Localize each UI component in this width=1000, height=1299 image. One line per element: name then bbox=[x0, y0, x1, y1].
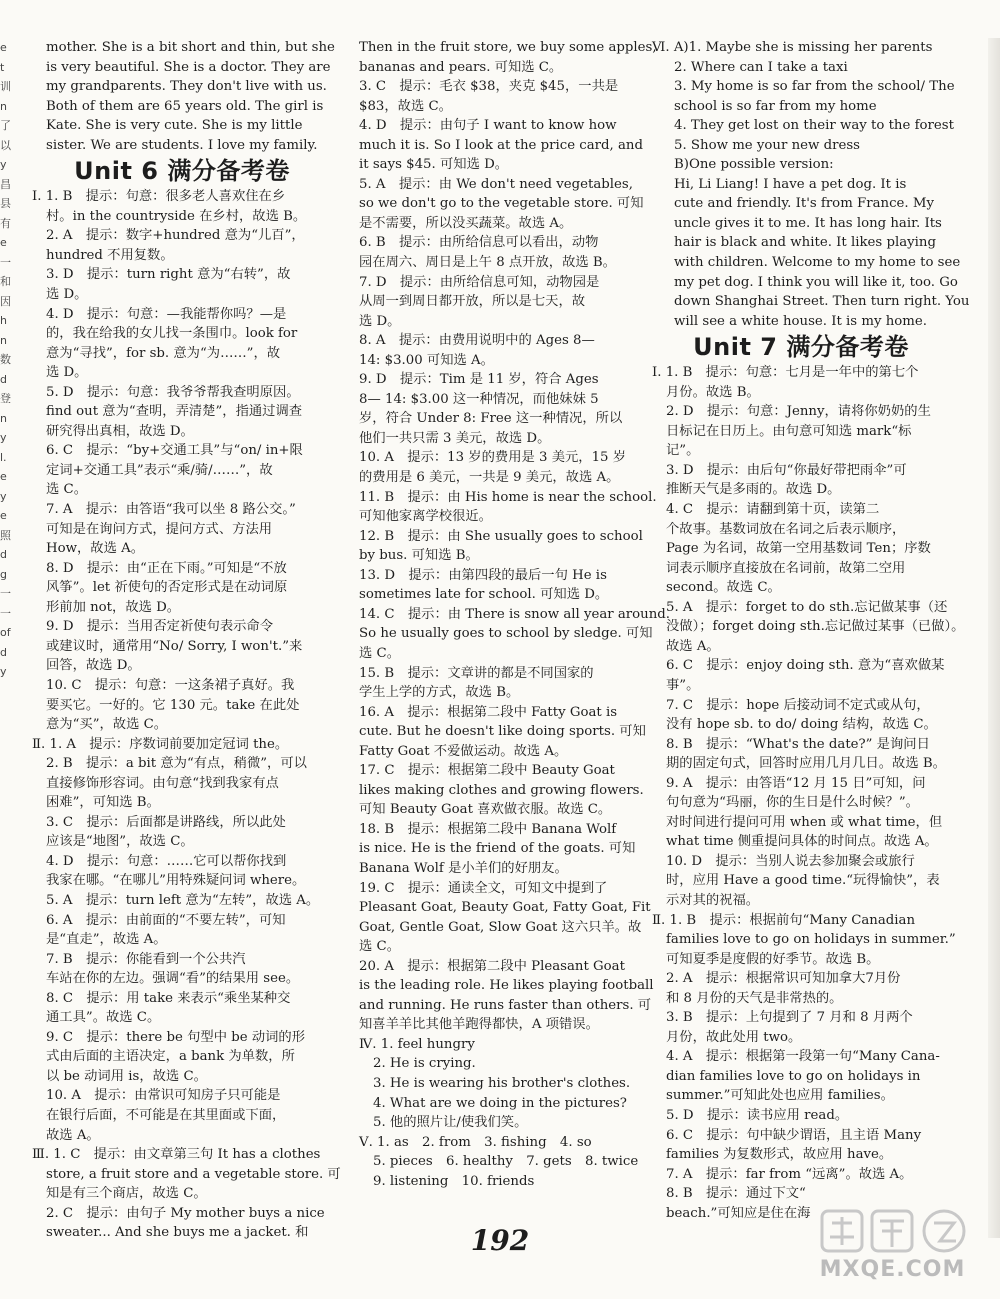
text-line: 事”。 bbox=[666, 677, 700, 693]
unit-heading: Unit 6 满分备考卷 bbox=[74, 157, 290, 186]
text-line: 6. A 提示：由前面的“不要左转”，可知 bbox=[46, 912, 286, 928]
text-line: 故选 A。 bbox=[46, 1127, 100, 1143]
text-line: $83，故选 C。 bbox=[359, 98, 452, 114]
text-line: summer.”可知此处也应用 families。 bbox=[666, 1088, 894, 1104]
text-line: 15. B 提示：文章讲的都是不同国家的 bbox=[359, 665, 594, 681]
margin-fragment: e bbox=[0, 41, 7, 54]
text-line: 岁，符合 Under 8: Free 这一种情况，所以 bbox=[359, 411, 623, 427]
text-line: uncle gives it to me. It has long hair. Its bbox=[674, 215, 942, 231]
text-line: down Shanghai Street. Then turn right. You bbox=[674, 294, 970, 310]
text-line: 5. D 提示：句意：我爷爷帮我查明原因。 bbox=[46, 384, 300, 400]
text-line: 8. D 提示：由“正在下雨。”可知是“不放 bbox=[46, 560, 287, 576]
right-page-edge bbox=[988, 38, 1000, 1238]
text-line: 4. D 提示：句意：……它可以帮你找到 bbox=[46, 853, 287, 869]
text-line: 2. A 提示：根据常识可知加拿大7月份 bbox=[666, 971, 901, 987]
margin-fragment: 因 bbox=[0, 294, 11, 308]
margin-fragment: y bbox=[0, 489, 7, 503]
margin-fragment: 昌 bbox=[0, 177, 11, 191]
text-line: 定词+交通工具”表示“乘/骑/……”，故 bbox=[46, 462, 273, 478]
text-line: mother. She is a bit short and thin, but she bbox=[46, 40, 335, 55]
text-line: 期的固定句式，回答时应用几月几日。故选 B。 bbox=[666, 756, 946, 772]
text-line: 7. A 提示：由答语“我可以坐 8 路公交。” bbox=[46, 502, 296, 518]
text-line: Fatty Goat 不爱做运动。故选 A。 bbox=[359, 743, 568, 759]
text-line: So he usually goes to school by sledge. 可知 bbox=[359, 626, 653, 642]
margin-fragment: 数 bbox=[0, 353, 11, 366]
watermark bbox=[790, 1205, 995, 1293]
text-line: 形前加 not，故选 D。 bbox=[46, 599, 181, 615]
text-line: Page 为名词，故第一空用基数词 Ten；序数 bbox=[666, 541, 931, 557]
text-line: 式由后面的主语决定，a bank 为单数，所 bbox=[46, 1049, 295, 1065]
text-line: 选 C。 bbox=[46, 482, 87, 498]
text-line: 园在周六、周日是上午 8 点开放，故选 B。 bbox=[359, 255, 616, 271]
text-line: 5. A 提示：forget to do sth.忘记做某事（还 bbox=[666, 599, 948, 615]
text-line: 我家在哪。“在哪儿”用特殊疑问词 where。 bbox=[46, 873, 306, 889]
text-line: 11. B 提示：由 His home is near the school. bbox=[359, 489, 657, 505]
text-line: 困难”，可知选 B。 bbox=[46, 795, 160, 811]
text-line: 10. C 提示：句意：一这条裙子真好。我 bbox=[46, 677, 295, 693]
text-line: 月份。故选 B。 bbox=[666, 384, 760, 400]
text-line: 在银行后面，不可能是在其里面或下面， bbox=[46, 1107, 286, 1123]
text-line: 5. 他的照片让/使我们笑。 bbox=[373, 1115, 528, 1131]
margin-fragment: e bbox=[0, 470, 7, 483]
watermark-logo-icon bbox=[818, 1205, 968, 1255]
text-line: 句句意为“玛丽，你的生日是什么时候？”。 bbox=[666, 795, 919, 811]
text-line: 是不需要，所以没买蔬菜。故选 A。 bbox=[359, 215, 573, 231]
text-line: 时，应用 Have a good time.“玩得愉快”，表 bbox=[666, 873, 940, 889]
text-line: my grandparents. They don't live with us. bbox=[46, 79, 327, 95]
text-line: 9. A 提示：由答语“12 月 15 日”可知，问 bbox=[666, 775, 926, 791]
unit-heading: Unit 7 满分备考卷 bbox=[693, 333, 909, 362]
column-right bbox=[652, 38, 970, 1223]
text-line: beach.”可知应是住在海 bbox=[666, 1205, 811, 1221]
text-line: 4. A 提示：根据第一段第一句“Many Cana- bbox=[666, 1049, 940, 1065]
text-line: 从周一到周日都开放，所以是七天，故 bbox=[359, 294, 586, 310]
margin-fragment: n bbox=[0, 333, 7, 347]
text-line: families 为复数形式，故应用 have。 bbox=[666, 1147, 893, 1163]
text-line: 12. B 提示：由 She usually goes to school bbox=[359, 528, 643, 544]
margin-fragment: 县 bbox=[0, 197, 11, 210]
margin-fragment: 以 bbox=[0, 138, 11, 152]
text-line: 2. A 提示：数字+hundred 意为“儿百”， bbox=[46, 228, 305, 244]
text-line: 的，我在给我的女儿找一条围巾。look for bbox=[46, 326, 298, 342]
margin-fragment: 一 bbox=[0, 606, 11, 620]
margin-fragment: y bbox=[0, 158, 7, 171]
text-line: 2. D 提示：句意：Jenny，请将你奶奶的生 bbox=[666, 404, 931, 420]
text-line: 或建议时，通常用“No/ Sorry, I won't.”来 bbox=[46, 638, 303, 654]
text-line: Pleasant Goat, Beauty Goat, Fatty Goat, Fit bbox=[359, 900, 651, 916]
text-line: 14: $3.00 可知选 A。 bbox=[359, 352, 494, 368]
text-line: 要买它。一好的。它 130 元。take 在此处 bbox=[46, 697, 300, 713]
margin-fragment: y bbox=[0, 665, 7, 678]
text-line: 示对其的祝福。 bbox=[666, 892, 760, 908]
text-line: 的费用是 6 美元，一共是 9 美元，故选 A。 bbox=[359, 470, 620, 486]
text-line: 2. C 提示：由句子 My mother buys a nice bbox=[46, 1205, 325, 1221]
text-line: 9. C 提示：there be 句型中 be 动词的形 bbox=[46, 1029, 306, 1045]
text-line: 4. C 提示：请翻到第十页，读第二 bbox=[666, 502, 880, 518]
text-line: by bus. 可知选 B。 bbox=[359, 548, 479, 564]
margin-fragment: d bbox=[0, 645, 7, 659]
text-line: Ⅱ. 1. A 提示：序数词前要加定冠词 the。 bbox=[32, 736, 289, 752]
text-line: 词表示顺序直接放在名词前，故第二空用 bbox=[666, 560, 906, 576]
text-line: Hi, Li Liang! I have a pet dog. It is bbox=[674, 176, 907, 192]
text-line: 6. C 提示：句中缺少谓语，且主语 Many bbox=[666, 1127, 922, 1143]
text-line: dian families love to go on holidays in bbox=[666, 1068, 921, 1084]
margin-fragment: g bbox=[0, 567, 7, 581]
text-line: 风筝”。let 祈使句的否定形式是在动词原 bbox=[46, 580, 288, 596]
text-line: 8. A 提示：由费用说明中的 Ages 8— bbox=[359, 333, 595, 349]
text-line: 3. C 提示：后面都是讲路线，所以此处 bbox=[46, 814, 286, 830]
text-line: bananas and pears. 可知选 C。 bbox=[359, 59, 563, 75]
text-line: Both of them are 65 years old. The girl is bbox=[46, 98, 324, 114]
text-line: 2. He is crying. bbox=[373, 1056, 476, 1072]
text-line: 16. A 提示：根据第二段中 Fatty Goat is bbox=[359, 704, 618, 720]
text-line: 4. D 提示：由句子 I want to know how bbox=[359, 118, 617, 134]
margin-fragment: 照 bbox=[0, 528, 11, 542]
text-line: Ⅳ. 1. feel hungry bbox=[359, 1036, 475, 1052]
text-line: 9. listening 10. friends bbox=[373, 1173, 535, 1189]
text-line: 和 8 月份的天气是非常热的。 bbox=[666, 990, 843, 1006]
text-line: 5. A 提示：由 We don't need vegetables, bbox=[359, 176, 633, 192]
text-line: Kate. She is very cute. She is my little bbox=[46, 118, 303, 134]
text-line: 日标记在日历上。由句意可知选 mark“标 bbox=[666, 423, 912, 439]
margin-fragment: 登 bbox=[0, 392, 11, 405]
text-line: Ⅲ. 1. C 提示：由文章第三句 It has a clothes bbox=[32, 1147, 321, 1163]
margin-fragment: t bbox=[0, 60, 5, 74]
text-line: 8— 14: $3.00 这一种情况，而他妹妹 5 bbox=[359, 391, 599, 407]
text-line: families love to go on holidays in summer.” bbox=[666, 932, 956, 948]
text-line: 9. D 提示：当用否定祈使句表示命令 bbox=[46, 619, 274, 635]
text-line: 4. What are we doing in the pictures? bbox=[373, 1095, 627, 1111]
margin-fragment: d bbox=[0, 372, 7, 386]
text-line: 14. C 提示：由 There is snow all year around. bbox=[359, 606, 671, 622]
left-margin-fragments bbox=[0, 38, 18, 682]
text-line: 3. B 提示：上句提到了 7 月和 8 月两个 bbox=[666, 1010, 913, 1026]
margin-fragment: n bbox=[0, 411, 7, 425]
text-line: 7. B 提示：你能看到一个公共汽 bbox=[46, 951, 246, 967]
text-line: 4. D 提示：句意：—我能帮你吗？—是 bbox=[46, 306, 287, 322]
margin-fragment: 了 bbox=[0, 119, 11, 132]
text-line: second。故选 C。 bbox=[666, 580, 781, 596]
text-line: 5. pieces 6. healthy 7. gets 8. twice bbox=[373, 1154, 639, 1170]
text-line: 知喜羊羊比其他羊跑得都快，A 项错误。 bbox=[359, 1017, 599, 1033]
text-line: Banana Wolf 是小羊们的好朋友。 bbox=[359, 860, 568, 876]
text-line: sister. We are students. I love my family. bbox=[46, 137, 318, 153]
text-line: 7. A 提示：far from “远离”。故选 A。 bbox=[666, 1166, 913, 1182]
margin-fragment: 和 bbox=[0, 275, 11, 288]
margin-fragment: n bbox=[0, 99, 7, 113]
text-line: 可知 Beauty Goat 喜欢做衣服。故选 C。 bbox=[359, 802, 612, 818]
text-line: 可知夏季是度假的好季节。故选 B。 bbox=[666, 951, 880, 967]
text-line: 村。in the countryside 在乡村，故选 B。 bbox=[46, 208, 307, 224]
text-line: school is so far from my home bbox=[674, 98, 877, 114]
text-line: 选 D。 bbox=[46, 287, 88, 303]
text-line: 故选 A。 bbox=[666, 638, 720, 654]
text-line: 回答，故选 D。 bbox=[46, 658, 141, 674]
text-line: find out 意为“查明，弄清楚”，指通过调查 bbox=[46, 404, 303, 420]
text-line: 车站在你的左边。强调“看”的结果用 see。 bbox=[46, 971, 300, 987]
text-line: 知是有三个商店，故选 C。 bbox=[46, 1186, 207, 1202]
margin-fragment: y bbox=[0, 431, 7, 444]
text-line: 选 C。 bbox=[359, 645, 400, 661]
text-line: is nice. He is the friend of the goats. 可知 bbox=[359, 841, 636, 857]
text-line: 应该是“地图”，故选 C。 bbox=[46, 834, 194, 850]
margin-fragment: 有 bbox=[0, 216, 11, 230]
text-line: 选 D。 bbox=[359, 313, 401, 329]
page-number: 192 bbox=[470, 1224, 530, 1257]
text-line: 18. B 提示：根据第二段中 Banana Wolf bbox=[359, 821, 617, 837]
text-line: B)One possible version: bbox=[674, 157, 834, 173]
text-line: 3. C 提示：毛衣 $38，夹克 $45，一共是 bbox=[359, 79, 619, 95]
text-line: 13. D 提示：由第四段的最后一句 He is bbox=[359, 567, 607, 583]
text-line: is the leading role. He likes playing football bbox=[359, 978, 654, 994]
text-line: 没有 hope sb. to do/ doing 结构，故选 C。 bbox=[666, 717, 937, 733]
text-line: 月份，故此处用 two。 bbox=[666, 1029, 802, 1045]
text-line: Ⅰ. 1. B 提示：句意：很多老人喜欢住在乡 bbox=[32, 189, 286, 205]
column-middle bbox=[359, 38, 671, 1191]
margin-fragment: 训 bbox=[0, 80, 11, 93]
text-line: 20. A 提示：根据第二段中 Pleasant Goat bbox=[359, 958, 625, 974]
text-line: 推断天气是多雨的。故选 D。 bbox=[666, 482, 841, 498]
text-line: 10. D 提示：当别人说去参加聚会或旅行 bbox=[666, 853, 915, 869]
text-line: 10. A 提示：由常识可知房子只可能是 bbox=[46, 1088, 281, 1104]
text-line: 学生上学的方式，故选 B。 bbox=[359, 685, 520, 701]
margin-fragment: 一 bbox=[0, 255, 11, 269]
column-left bbox=[32, 38, 341, 1243]
text-line: 直接修饰形容词。由句意“找到我家有点 bbox=[46, 775, 279, 791]
text-line: 6. B 提示：由所给信息可以看出，动物 bbox=[359, 235, 599, 251]
text-line: so we don't go to the vegetable store. 可知 bbox=[359, 196, 644, 212]
text-line: my pet dog. I think you will like it, too. Go bbox=[674, 274, 958, 290]
text-line: Goat, Gentle Goat, Slow Goat 这六只羊。故 bbox=[359, 919, 642, 935]
text-line: store, a fruit store and a vegetable store. 可 bbox=[46, 1166, 341, 1182]
text-line: will see a white house. It is my home. bbox=[674, 313, 927, 329]
text-line: hair is black and white. It likes playing bbox=[674, 235, 936, 251]
text-line: and running. He runs faster than others. 可 bbox=[359, 997, 652, 1013]
text-line: 4. They get lost on their way to the forest bbox=[674, 118, 954, 134]
text-line: 2. B 提示：a bit 意为“有点，稍微”，可以 bbox=[46, 756, 307, 772]
text-line: much it is. So I look at the price card, and bbox=[359, 137, 643, 153]
text-line: 8. B 提示：“What's the date?” 是询问日 bbox=[666, 736, 930, 752]
text-line: sweater... And she buys me a jacket. 和 bbox=[46, 1225, 309, 1241]
text-line: Ⅴ. 1. as 2. from 3. fishing 4. so bbox=[359, 1134, 592, 1150]
text-line: sometimes late for school. 可知选 D。 bbox=[359, 587, 609, 603]
text-line: 意为“买”，故选 C。 bbox=[46, 717, 168, 733]
text-line: 3. My home is so far from the school/ The bbox=[674, 79, 955, 95]
text-line: 5. Show me your new dress bbox=[674, 137, 860, 153]
text-line: 2. Where can I take a taxi bbox=[674, 59, 848, 75]
margin-fragment: of bbox=[0, 626, 11, 639]
margin-fragment: e bbox=[0, 236, 7, 249]
text-line: 6. C 提示：enjoy doing sth. 意为“喜欢做某 bbox=[666, 658, 945, 674]
text-line: 7. D 提示：由所给信息可知，动物园是 bbox=[359, 274, 600, 290]
text-line: 19. C 提示：通读全文，可知文中提到了 bbox=[359, 880, 608, 896]
text-line: 9. D 提示：Tim 是 11 岁，符合 Ages bbox=[359, 372, 599, 388]
text-line: 7. C 提示：hope 后接动词不定式或从句， bbox=[666, 697, 930, 713]
text-line: 6. C 提示：“by+交通工具”与“on/ in+限 bbox=[46, 443, 303, 459]
margin-fragment: h bbox=[0, 314, 7, 327]
text-line: 意为“寻找”，for sb. 意为“为……”，故 bbox=[46, 345, 281, 361]
text-line: cute. But he doesn't like doing sports. 可知 bbox=[359, 724, 646, 740]
text-line: 选 D。 bbox=[46, 365, 88, 381]
text-line: 5. D 提示：读书应用 read。 bbox=[666, 1107, 849, 1123]
text-line: Ⅵ. A)1. Maybe she is missing her parents bbox=[652, 40, 933, 55]
text-line: 可知是在询问方式，提问方式、方法用 bbox=[46, 521, 273, 537]
text-line: How，故选 A。 bbox=[46, 541, 144, 557]
margin-fragment: l. bbox=[0, 450, 7, 464]
text-line: 通工具”。故选 C。 bbox=[46, 1010, 161, 1026]
text-line: 是“直走”，故选 A。 bbox=[46, 932, 167, 948]
text-line: 5. A 提示：turn left 意为“左转”，故选 A。 bbox=[46, 892, 320, 908]
text-line: 3. He is wearing his brother's clothes. bbox=[373, 1075, 631, 1091]
text-line: 17. C 提示：根据第二段中 Beauty Goat bbox=[359, 763, 615, 779]
text-line: 可知他家离学校很近。 bbox=[359, 509, 492, 525]
text-line: 对时间进行提问可用 when 或 what time，但 bbox=[666, 814, 943, 830]
text-line: 10. A 提示：13 岁的费用是 3 美元，15 岁 bbox=[359, 450, 627, 466]
margin-fragment: e bbox=[0, 509, 7, 522]
text-line: cute and friendly. It's from France. My bbox=[674, 196, 934, 212]
text-line: with children. Welcome to my home to see bbox=[674, 255, 961, 271]
text-line: 研究得出真相，故选 D。 bbox=[46, 423, 194, 439]
text-line: it says $45. 可知选 D。 bbox=[359, 157, 509, 173]
text-line: 个故事。基数词放在名词之后表示顺序， bbox=[666, 521, 906, 537]
text-line: Ⅰ. 1. B 提示：句意：七月是一年中的第七个 bbox=[652, 365, 919, 381]
margin-fragment: 一 bbox=[0, 587, 11, 600]
margin-fragment: d bbox=[0, 548, 7, 561]
text-line: 8. C 提示：用 take 来表示“乘坐某种交 bbox=[46, 990, 291, 1006]
text-line: 8. B 提示：通过下文“ bbox=[666, 1186, 806, 1202]
watermark-text: MXQE.COM bbox=[819, 1257, 966, 1282]
text-line: 他们一共只需 3 美元，故选 D。 bbox=[359, 430, 551, 446]
text-line: hundred 不用复数。 bbox=[46, 247, 174, 263]
text-line: likes making clothes and growing flowers. bbox=[359, 782, 644, 798]
text-line: Then in the fruit store, we buy some apples, bbox=[359, 40, 657, 55]
text-line: is very beautiful. She is a doctor. They are bbox=[46, 59, 331, 75]
text-line: 没做）；forget doing sth.忘记做过某事（已做）。 bbox=[666, 619, 965, 635]
text-line: 3. D 提示：turn right 意为“右转”，故 bbox=[46, 267, 291, 283]
text-line: 选 C。 bbox=[359, 939, 400, 955]
text-line: what time 侧重提问具体的时间点。故选 A。 bbox=[666, 834, 938, 850]
text-line: 以 be 动词用 is，故选 C。 bbox=[46, 1068, 207, 1084]
text-line: 记”。 bbox=[666, 443, 700, 459]
text-line: Ⅱ. 1. B 提示：根据前句“Many Canadian bbox=[652, 912, 916, 928]
text-line: 3. D 提示：由后句“你最好带把雨伞”可 bbox=[666, 462, 907, 478]
